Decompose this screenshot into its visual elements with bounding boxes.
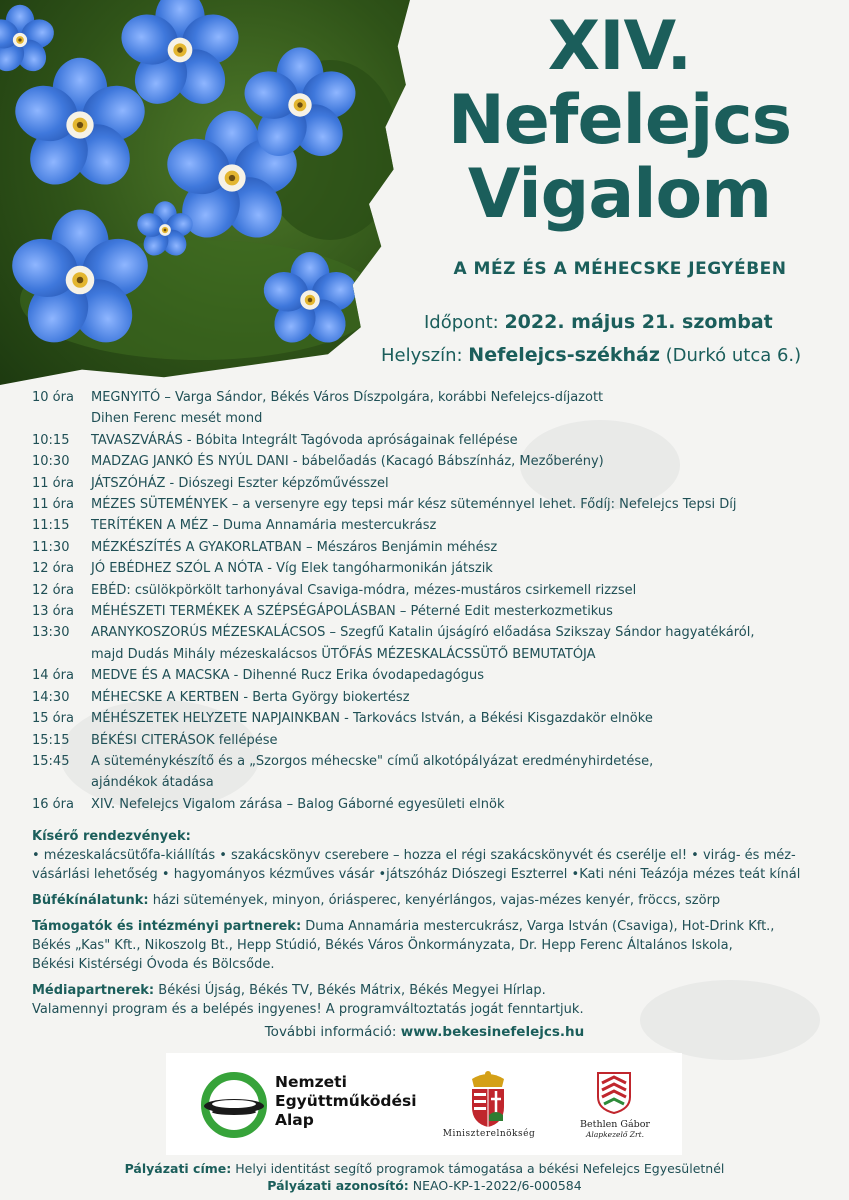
program-detail-continued: majd Dudás Mihály mézeskalácsos ÜTŐFÁS MÉZESKALÁCSSÜTŐ BEMUTATÓJA <box>91 646 596 662</box>
program-title: MÉZES SÜTEMÉNYEK <box>91 497 228 513</box>
side-events-heading: Kísérő rendezvények: <box>32 829 191 844</box>
program-detail: - Berta György biokertész <box>239 689 410 705</box>
program-title: MEGNYITÓ <box>91 390 161 405</box>
program-item <box>32 580 832 601</box>
program-title: TERÍTÉKEN A MÉZ <box>91 518 209 534</box>
program-title: MEDVE ÉS A MACSKA <box>91 668 230 684</box>
program-title: ARANYKOSZORÚS MÉZESKALÁCSOS <box>91 625 326 641</box>
program-time: 12 óra <box>32 582 74 598</box>
program-time: 15 óra <box>32 711 74 727</box>
program-detail-continued: Dihen Ferenc mesét mond <box>91 411 263 427</box>
grant-title-label: Pályázati címe: <box>124 1161 232 1176</box>
program-title: MÉZKÉSZÍTÉS A GYAKORLATBAN <box>91 539 302 555</box>
program-description <box>91 794 832 815</box>
program-description <box>91 580 832 601</box>
bga-line-2: Alapkezelő Zrt. <box>586 1130 644 1139</box>
program-time: 10:30 <box>32 454 70 470</box>
bga-logo-icon <box>596 1071 632 1115</box>
program-description <box>91 751 832 794</box>
event-title <box>390 7 849 234</box>
program-item <box>32 751 832 794</box>
date-label: Időpont: <box>424 312 499 333</box>
sponsors-line-3: Békési Kistérségi Óvoda és Bölcsőde. <box>32 957 275 972</box>
program-description <box>91 430 832 451</box>
program-title: MÉHÉSZETI TERMÉKEK A SZÉPSÉGÁPOLÁSBAN <box>91 604 396 620</box>
program-item <box>32 687 832 708</box>
program-title: TAVASZVÁRÁS <box>91 432 183 448</box>
program-detail: – Szegfű Katalin újságíró előadása Szikszay Sándor hagyatékáról, <box>325 625 755 641</box>
more-info-label: További információ: <box>264 1024 397 1040</box>
more-info <box>0 1024 849 1040</box>
program-description <box>91 494 832 515</box>
program-item <box>32 387 832 430</box>
program-description <box>91 558 832 579</box>
buffet-heading: Büfékínálatunk: <box>32 893 149 908</box>
program-time: 10:15 <box>32 432 70 448</box>
program-time: 11 óra <box>32 475 74 491</box>
program-item <box>32 494 832 515</box>
event-subtitle: A MÉZ ÉS A MÉHECSKE JEGYÉBEN <box>453 259 787 279</box>
nea-logo-text <box>275 1073 417 1130</box>
grant-title <box>0 1161 849 1176</box>
program-time: 11:15 <box>32 518 70 534</box>
program-title: MÉHECSKE A KERTBEN <box>91 689 240 705</box>
program-detail: - Dihenné Rucz Erika óvodapedagógus <box>229 668 485 684</box>
program-description <box>91 473 832 494</box>
program-detail-continued: ajándékok átadása <box>91 775 214 791</box>
grant-title-value: Helyi identitást segítő programok támogatása a békési Nefelejcs Egyesületnél <box>235 1161 725 1176</box>
sponsors-line-1: Duma Annamária mestercukrász, Varga István (Csaviga), Hot-Drink Kft., <box>305 919 775 934</box>
website-link[interactable]: www.bekesinefelejcs.hu <box>400 1024 585 1040</box>
program-time: 11 óra <box>32 497 74 513</box>
program-time: 14 óra <box>32 668 74 684</box>
program-time: 10 óra <box>32 390 74 405</box>
location-address: (Durkó utca 6.) <box>665 345 802 366</box>
program-item <box>32 537 832 558</box>
nea-line-2: Együttműködési <box>275 1092 417 1110</box>
program-title: BÉKÉSI CITERÁSOK <box>91 732 215 748</box>
program-description <box>91 730 832 751</box>
location-label: Helyszín: <box>381 345 463 366</box>
program-time: 16 óra <box>32 796 74 812</box>
program-item <box>32 730 832 751</box>
program-detail: - Bóbita Integrált Tagóvoda apróságainak fellépése <box>182 432 518 448</box>
program-item <box>32 622 832 665</box>
program-time: 14:30 <box>32 689 70 705</box>
forget-me-not-photo <box>0 0 410 385</box>
program-title: JÓ EBÉDHEZ SZÓL A NÓTA <box>91 561 264 577</box>
hungarian-coat-of-arms-icon <box>466 1069 510 1129</box>
program-title: MÉHÉSZETEK HELYZETE NAPJAINKBAN <box>91 711 341 727</box>
flowers-illustration <box>0 0 410 385</box>
ministry-logo-text: Miniszterelnökség <box>442 1129 536 1139</box>
grant-id-value: NEAO-KP-1-2022/6-000584 <box>412 1178 582 1193</box>
program-detail: fellépése <box>214 732 278 748</box>
program-detail: - Víg Elek tangóharmonikán játszik <box>263 561 493 577</box>
program-description <box>91 601 832 622</box>
program-description <box>91 537 832 558</box>
program-detail: – a versenyre egy tepsi már kész süteménnyel lehet. Fődíj: Nefelejcs Tepsi Díj <box>227 497 737 513</box>
program-detail: - Diószegi Eszter képzőművésszel <box>165 475 389 491</box>
program-detail: - bábelőadás (Kacagó Bábszínház, Mezőberény) <box>288 454 604 470</box>
side-events-line-2: vásárlási lehetőség • hagyományos kézműves vásár •játszóház Diószegi Eszterrel •Kati néni Teázója mézes teát kínál <box>32 867 801 882</box>
program-time: 15:15 <box>32 732 70 748</box>
title-line-2: Nefelejcs <box>447 81 792 160</box>
program-description <box>91 451 832 472</box>
sponsors-line-2: Békés „Kas" Kft., Nikoszolg Bt., Hepp Stúdió, Békés Város Önkormányzata, Dr. Hepp Ferenc Általános Iskola, <box>32 938 733 953</box>
media-partners <box>32 981 822 1019</box>
program-detail: – Péterné Edit mesterkozmetikus <box>395 604 613 620</box>
program-description <box>91 387 832 430</box>
event-location <box>381 344 801 366</box>
program-item <box>32 473 832 494</box>
program-list <box>32 387 832 815</box>
buffet <box>32 891 822 910</box>
program-time: 11:30 <box>32 539 70 555</box>
program-detail: csülökpörkölt tarhonyával Csaviga-módra, mézes-mustáros csirkemell rizzsel <box>130 582 637 598</box>
program-description <box>91 665 832 686</box>
program-time: 13 óra <box>32 604 74 620</box>
program-detail: - Tarkovács István, a Békési Kisgazdakör elnöke <box>340 711 653 727</box>
grant-id-label: Pályázati azonosító: <box>267 1178 409 1193</box>
program-item <box>32 515 832 536</box>
program-item <box>32 708 832 729</box>
program-detail: – Varga Sándor, Békés Város Díszpolgára, korábbi Nefelejcs-díjazott <box>160 390 604 405</box>
buffet-text: házi sütemények, minyon, óriásperec, kenyérlángos, vajas-mézes kenyér, fröccs, szörp <box>152 893 721 908</box>
program-detail: – Duma Annamária mestercukrász <box>208 518 437 534</box>
program-title: MADZAG JANKÓ ÉS NYÚL DANI <box>91 454 289 470</box>
program-item <box>32 558 832 579</box>
program-item <box>32 430 832 451</box>
program-time: 13:30 <box>32 625 70 641</box>
side-events-line-1: • mézeskalácsütőfa-kiállítás • szakácskönyv cserebere – hozza el régi szakácskönyvét és cserélje el! • virág- és méz- <box>32 848 796 863</box>
program-detail: – Mészáros Benjámin méhész <box>301 539 498 555</box>
program-item <box>32 451 832 472</box>
program-description <box>91 515 832 536</box>
sponsor-logos <box>166 1053 682 1155</box>
program-item <box>32 794 832 815</box>
event-date <box>424 311 773 333</box>
program-title: JÁTSZÓHÁZ <box>91 475 166 491</box>
side-events <box>32 827 822 884</box>
nea-logo-icon <box>199 1070 269 1140</box>
program-description <box>91 622 832 665</box>
location-value: Nefelejcs-székház <box>468 344 660 366</box>
bga-line-1: Bethlen Gábor <box>580 1119 650 1130</box>
program-description <box>91 687 832 708</box>
program-item <box>32 665 832 686</box>
media-text: Békési Újság, Békés TV, Békés Mátrix, Békés Megyei Hírlap. <box>158 983 546 998</box>
nea-line-1: Nemzeti <box>275 1073 347 1091</box>
bga-logo-text <box>564 1119 666 1139</box>
title-line-1: XIV. <box>547 7 692 86</box>
program-title: EBÉD: <box>91 582 131 598</box>
free-entry-note: Valamennyi program és a belépés ingyenes! A programváltoztatás jogát fenntartjuk. <box>32 1002 584 1017</box>
program-detail: A süteménykészítő és a „Szorgos méhecske" című alkotópályázat eredményhirdetése, <box>91 753 654 769</box>
program-time: 12 óra <box>32 561 74 577</box>
sponsors <box>32 917 822 974</box>
program-description <box>91 708 832 729</box>
program-item <box>32 601 832 622</box>
sponsors-heading: Támogatók és intézményi partnerek: <box>32 919 302 934</box>
program-time: 15:45 <box>32 753 70 769</box>
title-line-3: Vigalom <box>467 155 772 234</box>
date-value: 2022. május 21. szombat <box>504 311 773 333</box>
program-detail: XIV. Nefelejcs Vigalom zárása – Balog Gáborné egyesületi elnök <box>91 796 505 812</box>
grant-id <box>0 1178 849 1193</box>
nea-line-3: Alap <box>275 1111 314 1129</box>
media-heading: Médiapartnerek: <box>32 983 155 998</box>
